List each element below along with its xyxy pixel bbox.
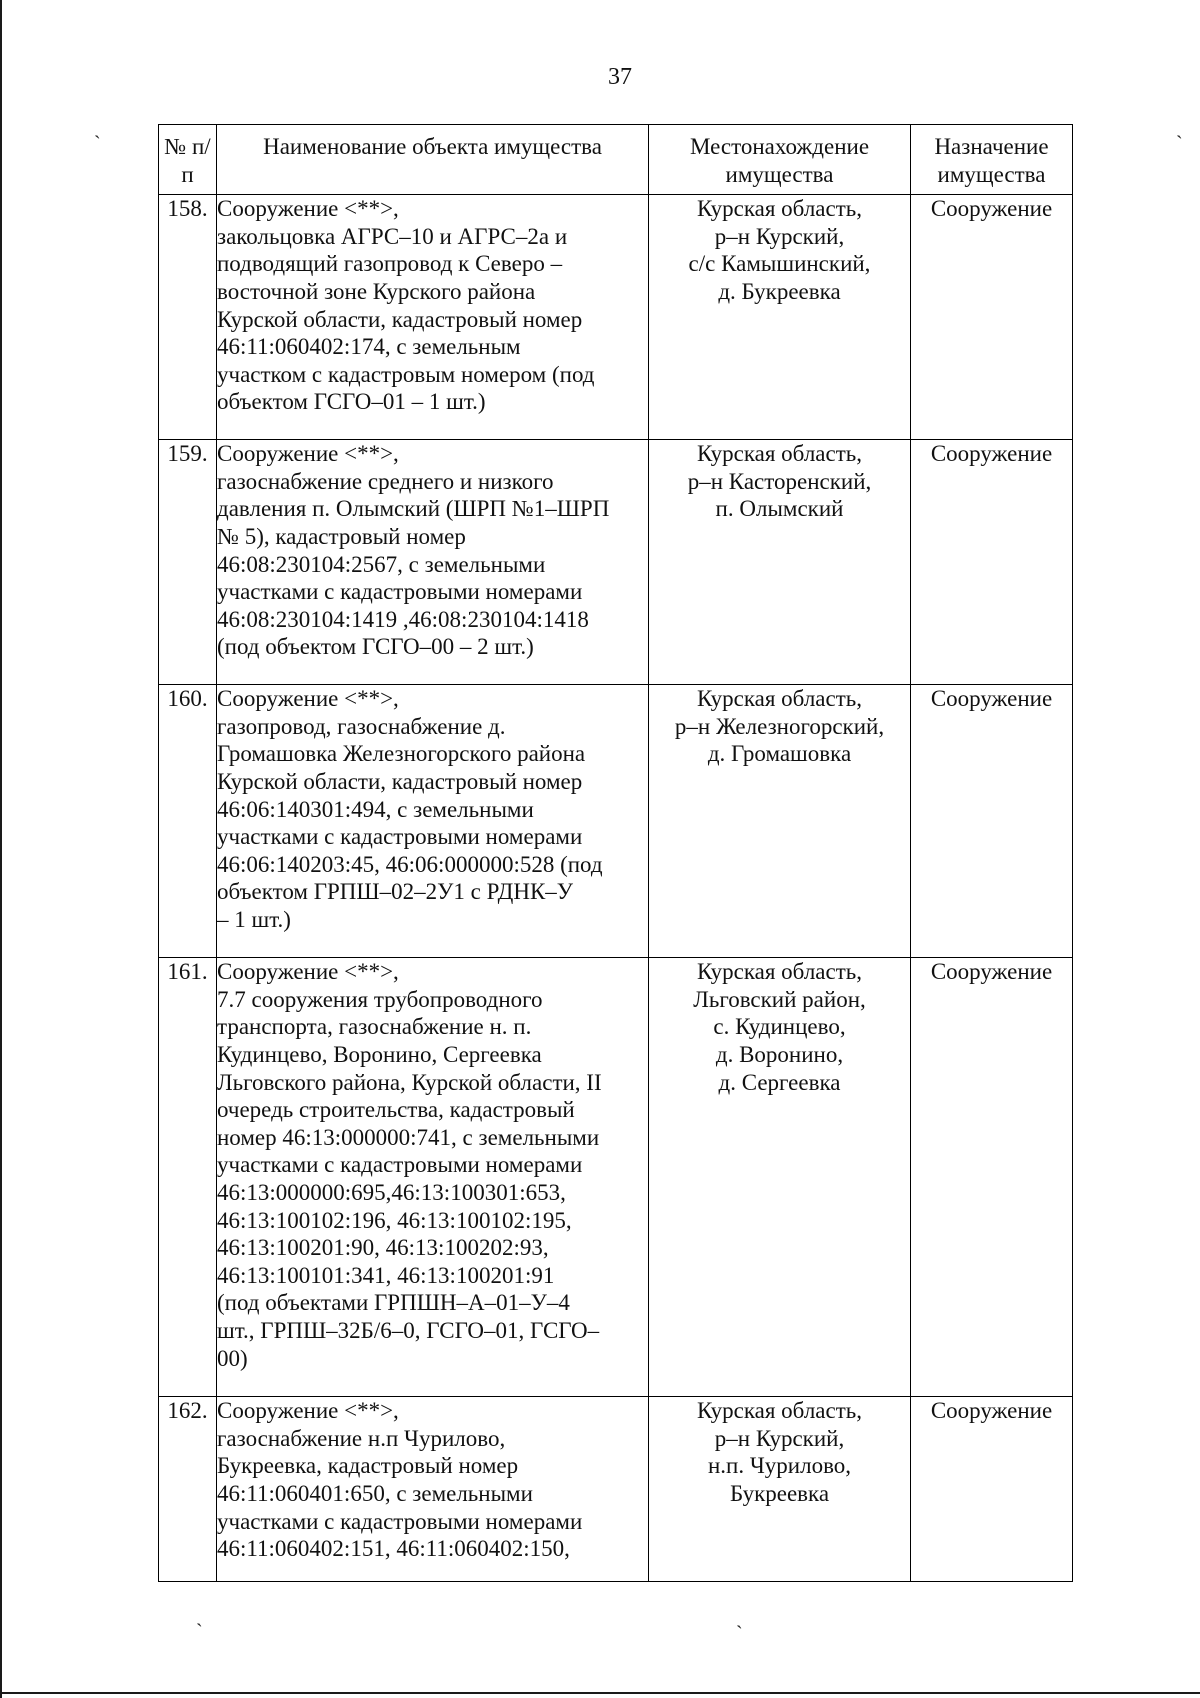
object-location: Курская область, р–н Курский, с/с Камышинский, д. Букреевка <box>649 195 911 440</box>
row-number: 162. <box>159 1397 217 1582</box>
object-purpose: Сооружение <box>911 958 1073 1397</box>
scan-edge-bottom <box>0 1692 1200 1694</box>
table-row <box>159 1397 1073 1582</box>
row-number: 160. <box>159 685 217 958</box>
object-name: Сооружение <**>, 7.7 сооружения трубопроводного транспорта, газоснабжение н. п. Кудинцево, Воронино, Сергеевка Льговского района, Курской области, II очередь строительства, кадастровый номер 46:13:000000:741, с земельными участками с кадастровыми номерами 46:13:000000:695,46:13:100301:653, 46:13:100102:196, 46:13:100102:195, 46:13:100201:90, 46:13:100202:93, 46:13:100101:341, 46:13:100201:91 (под объектами ГРПШН–А–01–У–4 шт., ГРПШ–32Б/6–0, ГСГО–01, ГСГО– 00) <box>217 958 649 1397</box>
table-row <box>159 685 1073 958</box>
object-location: Курская область, р–н Касторенский, п. Олымский <box>649 440 911 685</box>
object-name: Сооружение <**>, газоснабжение среднего и низкого давления п. Олымский (ШРП №1–ШРП № 5), кадастровый номер 46:08:230104:2567, с земельными участками с кадастровыми номерами 46:08:230104:1419 ,46:08:230104:1418 (под объектом ГСГО–00 – 2 шт.) <box>217 440 649 685</box>
header-num: № п/п <box>159 125 217 195</box>
header-location: Местонахождение имущества <box>649 125 911 195</box>
table-row <box>159 958 1073 1397</box>
object-name: Сооружение <**>, закольцовка АГРС–10 и АГРС–2а и подводящий газопровод к Северо – восточной зоне Курского района Курской области, кадастровый номер 46:11:060402:174, с земельным участком с кадастровым номером (под объектом ГСГО–01 – 1 шт.) <box>217 195 649 440</box>
object-purpose: Сооружение <box>911 195 1073 440</box>
scan-edge-left <box>0 0 2 1698</box>
scan-speck: ˏ <box>1176 117 1183 139</box>
object-purpose: Сооружение <box>911 685 1073 958</box>
object-location: Курская область, р–н Железногорский, д. Громашовка <box>649 685 911 958</box>
page-number: 37 <box>608 64 632 90</box>
object-purpose: Сооружение <box>911 1397 1073 1582</box>
header-purpose: Назначение имущества <box>911 125 1073 195</box>
table-header-row <box>159 125 1073 195</box>
object-purpose: Сооружение <box>911 440 1073 685</box>
object-name: Сооружение <**>, газопровод, газоснабжение д. Громашовка Железногорского района Курской области, кадастровый номер 46:06:140301:494, с земельными участками с кадастровыми номерами 46:06:140203:45, 46:06:000000:528 (под объектом ГРПШ–02–2У1 с РДНК–У – 1 шт.) <box>217 685 649 958</box>
object-location: Курская область, р–н Курский, н.п. Чурилово, Букреевка <box>649 1397 911 1582</box>
header-name: Наименование объекта имущества <box>217 125 649 195</box>
row-number: 159. <box>159 440 217 685</box>
table-row <box>159 195 1073 440</box>
object-name: Сооружение <**>, газоснабжение н.п Чурилово, Букреевка, кадастровый номер 46:11:060401:650, с земельными участками с кадастровыми номерами 46:11:060402:151, 46:11:060402:150, <box>217 1397 649 1582</box>
object-location: Курская область, Льговский район, с. Кудинцево, д. Воронино, д. Сергеевка <box>649 958 911 1397</box>
table-row <box>159 440 1073 685</box>
scan-speck: ˏ <box>196 1605 203 1627</box>
scan-speck: ˏ <box>94 117 101 139</box>
row-number: 161. <box>159 958 217 1397</box>
scan-speck: ˏ <box>736 1607 743 1629</box>
property-registry-table <box>158 124 1073 1582</box>
row-number: 158. <box>159 195 217 440</box>
